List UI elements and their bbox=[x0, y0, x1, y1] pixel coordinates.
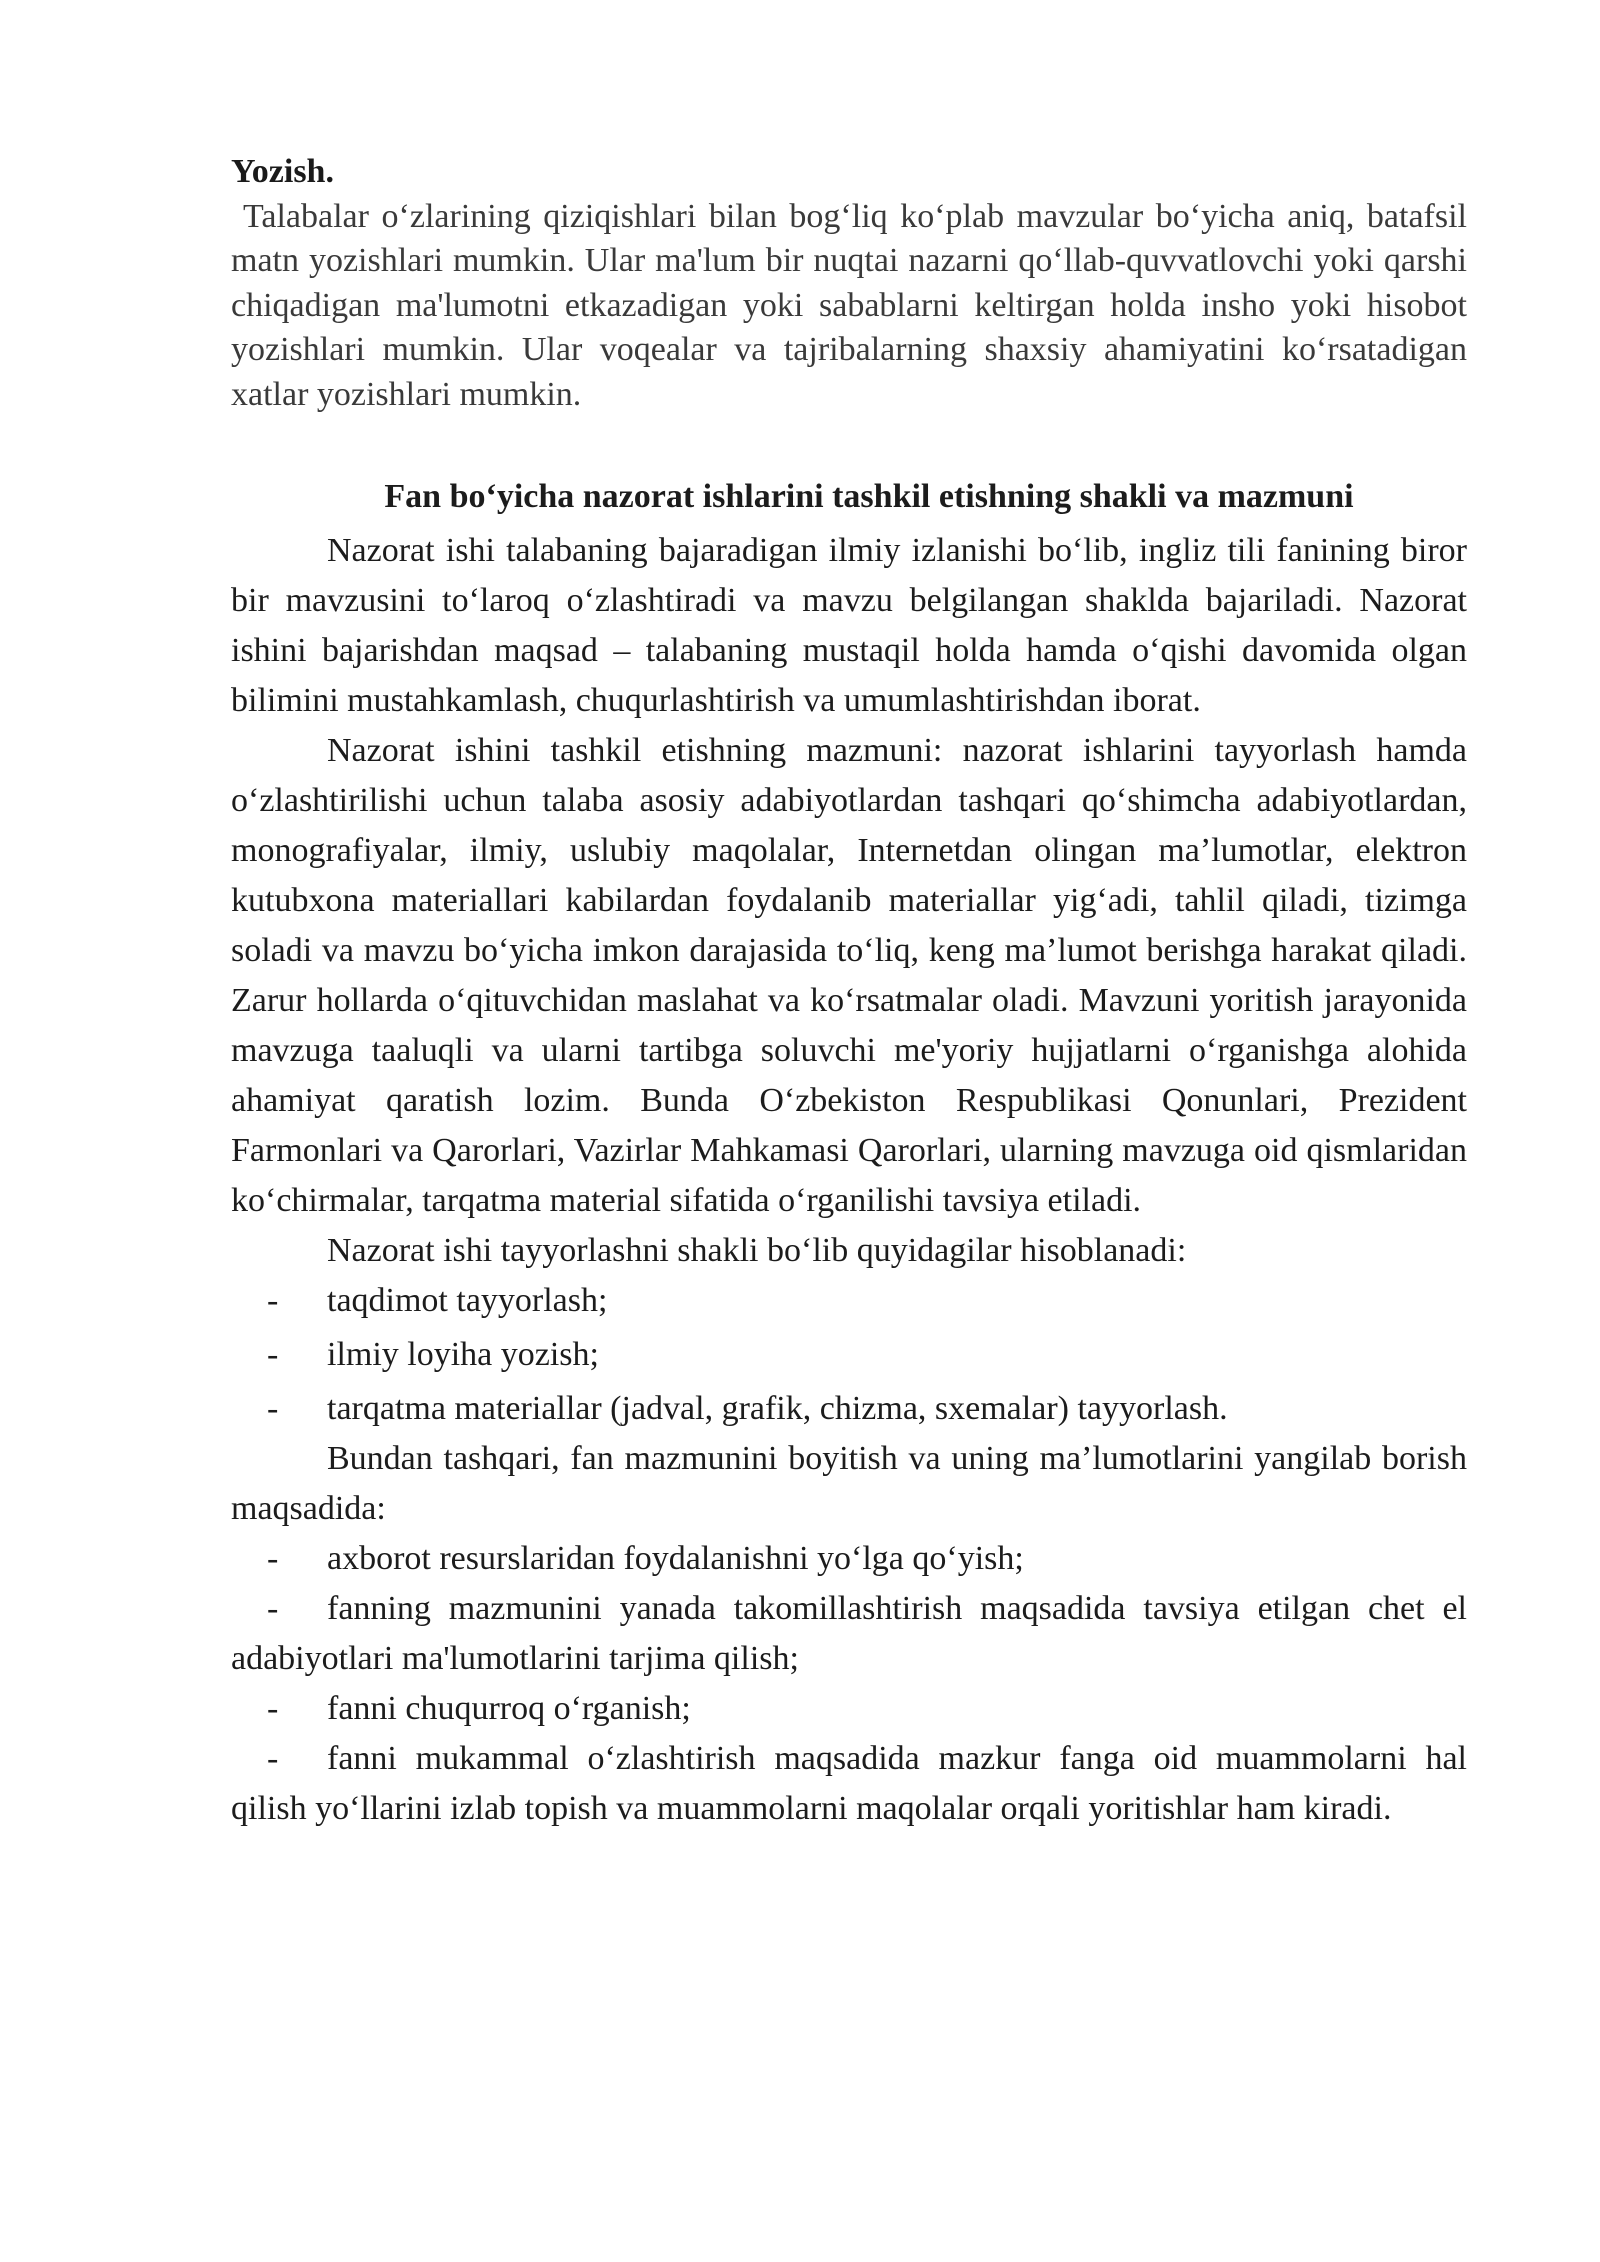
paragraph-definition: Nazorat ishi talabaning bajaradigan ilmiy izlanishi bo‘lib, ingliz tili fanining biror bir mavzusini to‘laroq o‘zlashtiradi va mavzu belgilangan shaklda bajariladi. Nazorat ishini bajarishdan maqsad – talabaning mustaqil holda hamda o‘qishi davomida olgan bilimini mustahkamlash, chuqurlashtirish va umumlashtirishdan iborat. bbox=[231, 532, 1467, 719]
list-item bbox=[231, 1276, 1467, 1326]
list-item-text: fanni chuqurroq o‘rganish; bbox=[327, 1690, 691, 1727]
document-body bbox=[231, 150, 1467, 1834]
writing-paragraph: Talabalar o‘zlarining qiziqishlari bilan bog‘liq ko‘plab mavzular bo‘yicha aniq, batafsil matn yozishlari mumkin. Ular ma'lum bir nuqtai nazarni qo‘llab-quvvatlovchi yoki qarshi chiqadigan ma'lumotni etkazadigan yoki sabablarni keltirgan holda insho yoki hisobot yozishlari mumkin. Ular voqealar va tajribalarning shaxsiy ahamiyatini ko‘rsatadigan xatlar yozishlari mumkin. bbox=[231, 197, 1467, 413]
list-dash: - bbox=[267, 1540, 279, 1577]
list-dash: - bbox=[267, 1690, 279, 1727]
list-item bbox=[231, 1330, 1467, 1380]
list-item-text: tarqatma materiallar (jadval, grafik, chizma, sxemalar) tayyorlash. bbox=[327, 1390, 1228, 1427]
control-work-section bbox=[231, 472, 1467, 1834]
list-item bbox=[231, 1684, 1467, 1734]
section-title: Fan bo‘yicha nazorat ishlarini tashkil etishning shakli va mazmuni bbox=[384, 478, 1354, 515]
list-item-text: axborot resurslaridan foydalanishni yo‘lga qo‘yish; bbox=[327, 1540, 1024, 1577]
list-dash: - bbox=[267, 1282, 279, 1319]
list-dash: - bbox=[267, 1336, 279, 1373]
list-item-text: fanning mazmunini yanada takomillashtirish maqsadida tavsiya etilgan chet el adabiyotlari ma'lumotlarini tarjima qilish; bbox=[231, 1590, 1467, 1677]
list-dash: - bbox=[267, 1390, 279, 1427]
list-item-text: ilmiy loyiha yozish; bbox=[327, 1336, 599, 1373]
list-item bbox=[231, 1534, 1467, 1584]
paragraph-forms-intro: Nazorat ishi tayyorlashni shakli bo‘lib quyidagilar hisoblanadi: bbox=[327, 1232, 1187, 1269]
paragraph-content: Nazorat ishini tashkil etishning mazmuni: nazorat ishlarini tayyorlash hamda o‘zlashtirilishi uchun talaba asosiy adabiyotlardan tashqari qo‘shimcha adabiyotlardan, monografiyalar, ilmiy, uslubiy maqolalar, Internetdan olingan ma’lumotlar, elektron kutubxona materiallari kabilardan foydalanib materiallar yig‘adi, tahlil qiladi, tizimga soladi va mavzu bo‘yicha imkon darajasida to‘liq, keng ma’lumot berishga harakat qiladi. Zarur hollarda o‘qituvchidan maslahat va ko‘rsatmalar oladi. Mavzuni yoritish jarayonida mavzuga taaluqli va ularni tartibga soluvchi me'yoriy hujjatlarni o‘rganishga alohida ahamiyat qaratish lozim. Bunda O‘zbekiston Respublikasi Qonunlari, Prezident Farmonlari va Qarorlari, Vazirlar Mahkamasi Qarorlari, ularning mavzuga oid qismlaridan ko‘chirmalar, tarqatma material sifatida o‘rganilishi tavsiya etiladi. bbox=[231, 732, 1467, 1219]
paragraph-additional: Bundan tashqari, fan mazmunini boyitish va uning ma’lumotlarini yangilab borish maqsadida: bbox=[231, 1440, 1467, 1527]
writing-section bbox=[231, 150, 1467, 417]
list-item-wrapped: - fanni mukammal o‘zlashtirish maqsadida mazkur fanga oid muammolarni hal qilish yo‘llarini izlab topish va muammolarni maqolalar orqali yoritishlar ham kiradi. bbox=[231, 1740, 1467, 1827]
list-item bbox=[231, 1384, 1467, 1434]
list-item-text: fanni mukammal o‘zlashtirish maqsadida mazkur fanga oid muammolarni hal qilish yo‘llarini izlab topish va muammolarni maqolalar orqali yoritishlar ham kiradi. bbox=[231, 1740, 1467, 1827]
list-item-wrapped: - fanning mazmunini yanada takomillashtirish maqsadida tavsiya etilgan chet el adabiyotlari ma'lumotlarini tarjima qilish; bbox=[231, 1590, 1467, 1677]
writing-heading: Yozish. bbox=[231, 153, 334, 190]
list-item-text: taqdimot tayyorlash; bbox=[327, 1282, 608, 1319]
